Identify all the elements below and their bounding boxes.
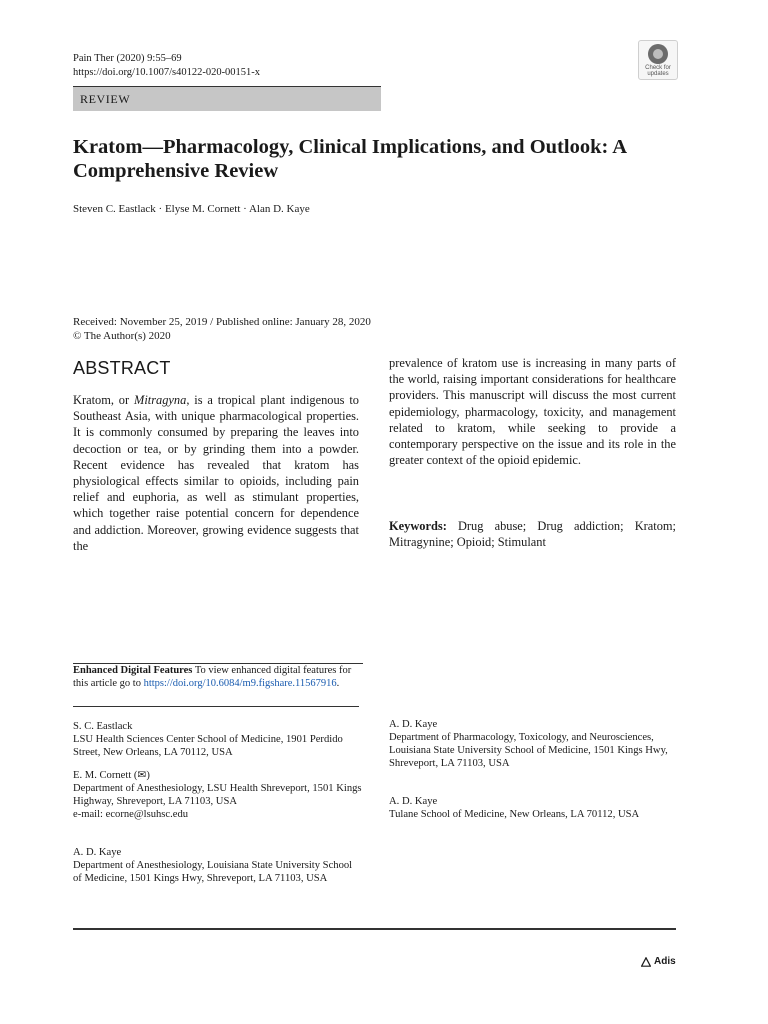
- section-bar-rule: [73, 86, 381, 87]
- copyright-line: © The Author(s) 2020: [73, 330, 171, 342]
- abstract-left-column: [73, 392, 359, 554]
- journal-info: [73, 52, 260, 80]
- affiliation-address: Department of Pharmacology, Toxicology, and Neurosciences, Louisiana State University School of Medicine, 1501 Kings Hwy, Shreveport, LA 71103, USA: [389, 732, 668, 769]
- keywords: [389, 518, 676, 550]
- footer-rule: [73, 928, 676, 930]
- affiliation-name: A. D. Kaye: [389, 796, 438, 807]
- figshare-link[interactable]: https://doi.org/10.6084/m9.figshare.11567916: [143, 678, 337, 689]
- abstract-heading: ABSTRACT: [73, 358, 171, 378]
- affiliation-corresponding: [73, 769, 363, 821]
- abstract-text-start: Kratom, or: [73, 393, 134, 407]
- affiliation-address: Department of Anesthesiology, LSU Health Shreveport, 1501 Kings Highway, Shreveport, LA 71103, USA: [73, 783, 362, 807]
- check-for-updates-label: Check for updates: [645, 65, 671, 77]
- abstract-text-rest: , is a tropical plant indigenous to Southeast Asia, with unique pharmacological properties. It is commonly consumed by preparing the leaves into decoction or tea, or by grinding them into a powder. Recent evidence has revealed that kratom has physiological effects similar to opioids, including pain relief and euphoria, as well as stimulant properties, which together raise potential concern for dependence and addiction. Moreover, growing evidence suggests that the: [73, 393, 359, 553]
- abstract-italic-term: Mitragyna: [134, 393, 187, 407]
- abstract-right-column: prevalence of kratom use is increasing in many parts of the world, raising important considerations for healthcare providers. This manuscript will discuss the most current epidemiology, pharmacology, toxicity, and management related to kratom, while seeking to provide a contemporary perspective on the issue and its role in the greater context of the opioid epidemic.: [389, 356, 676, 468]
- received-line: Received: November 25, 2019 / Published online: January 28, 2020: [73, 316, 371, 328]
- enhanced-label: Enhanced Digital Features: [73, 665, 193, 676]
- article-title: Kratom—Pharmacology, Clinical Implications, and Outlook: A Comprehensive Review: [73, 136, 626, 182]
- doi-link[interactable]: https://doi.org/10.1007/s40122-020-00151-x: [73, 67, 261, 78]
- email-link[interactable]: e-mail: ecorne@lsuhsc.edu: [73, 809, 189, 820]
- affiliation: [389, 795, 679, 821]
- enhanced-text: To view enhanced digital features for this article go to: [73, 665, 352, 689]
- affiliation-name: A. D. Kaye: [389, 719, 438, 730]
- publication-dates: [73, 315, 371, 343]
- affiliation-name: S. C. Eastlack: [73, 721, 133, 732]
- affiliation-name: E. M. Cornett (✉): [73, 770, 150, 781]
- check-for-updates-badge[interactable]: [638, 40, 678, 80]
- affiliation-name: A. D. Kaye: [73, 847, 122, 858]
- affiliation-address: Department of Anesthesiology, Louisiana State University School of Medicine, 1501 Kings Hwy, Shreveport, LA 71103, USA: [73, 860, 353, 884]
- author-list: Steven C. Eastlack · Elyse M. Cornett · Alan D. Kaye: [73, 203, 310, 215]
- publisher-name: Adis: [654, 956, 676, 967]
- section-label: REVIEW: [80, 92, 131, 106]
- affiliation-address: Tulane School of Medicine, New Orleans, LA 70112, USA: [389, 809, 640, 820]
- enhanced-digital-features: [73, 663, 363, 690]
- adis-logo-icon: [641, 957, 651, 967]
- keywords-label: Keywords:: [389, 519, 447, 533]
- journal-citation: Pain Ther (2020) 9:55–69: [73, 53, 182, 64]
- affiliation-address: LSU Health Sciences Center School of Medicine, 1901 Perdido Street, New Orleans, LA 70112, USA: [73, 734, 343, 758]
- keywords-list: Drug abuse; Drug addiction; Kratom; Mitragynine; Opioid; Stimulant: [389, 519, 676, 550]
- divider: [73, 706, 359, 707]
- affiliation: [389, 718, 679, 770]
- enhanced-end: .: [336, 678, 340, 689]
- crossmark-icon: [648, 44, 668, 64]
- affiliation: [73, 846, 363, 885]
- affiliation: [73, 720, 363, 759]
